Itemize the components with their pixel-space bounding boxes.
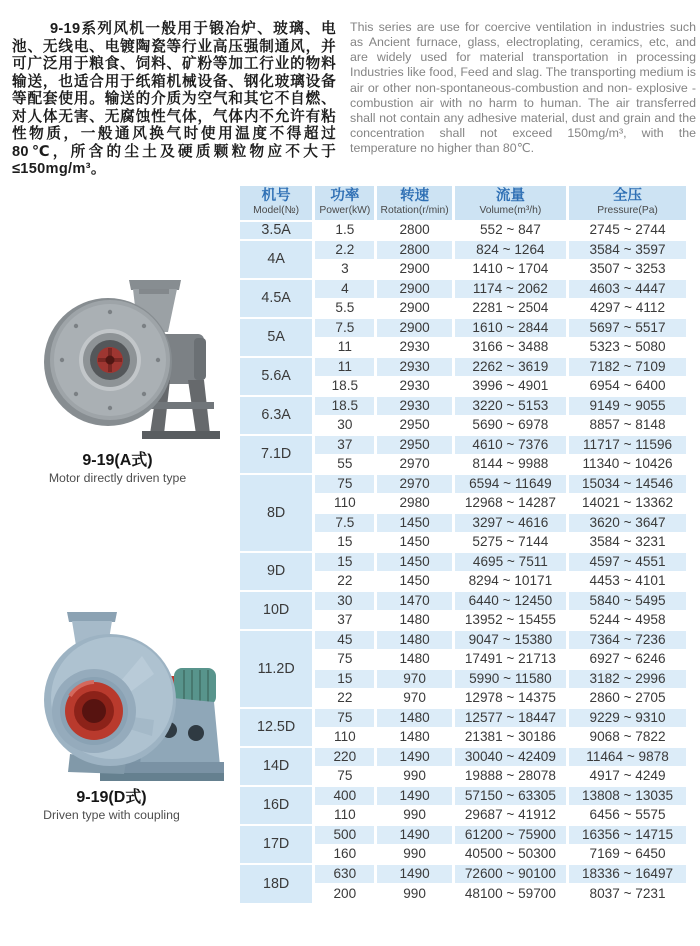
table-row [239,591,687,611]
volume-cell: 4610 ~ 7376 [453,435,567,455]
table-row [239,747,687,767]
model-group [239,864,687,903]
power-cell: 160 [314,845,376,865]
power-cell: 18.5 [314,377,376,397]
rotation-cell: 2900 [376,260,453,280]
power-cell: 75 [314,767,376,787]
power-cell: 22 [314,572,376,592]
model-group [239,591,687,630]
power-cell: 400 [314,786,376,806]
fan-a-caption [0,447,235,485]
model-group [239,747,687,786]
rotation-cell: 990 [376,806,453,826]
table-row [239,396,687,416]
rotation-cell: 1450 [376,513,453,533]
power-cell: 4 [314,279,376,299]
rotation-cell: 1450 [376,572,453,592]
volume-cell: 8144 ~ 9988 [453,455,567,475]
model-group [239,825,687,864]
intro-paragraph-english: This series are use for coercive ventilation in industries such as Ancient furnace, glass, electroplating, ceramics, etc, and are widely used for material transportation in processing Industries like food, Feed and slag. The transporting medium is air or other non-spontaneous-combustion and non- explosive - combustion air with no harm to human. The air transferred shall not contain any adhesive material, dust and grain and the concentration shall not exceed 150mg/m³, with the temperature no higher than 80℃. [350,20,696,155]
model-group [239,474,687,552]
power-cell: 15 [314,533,376,553]
fan-d-photo [14,608,224,788]
volume-cell: 4695 ~ 7511 [453,552,567,572]
rotation-cell: 1490 [376,786,453,806]
rotation-cell: 2930 [376,396,453,416]
rotation-cell: 1450 [376,552,453,572]
pressure-cell: 6954 ~ 6400 [568,377,686,397]
power-cell: 30 [314,416,376,436]
rotation-cell: 2970 [376,474,453,494]
fan-d-title: 9-19(D式) [76,789,147,806]
model-cell: 17D [239,825,314,864]
header-row [239,186,687,221]
model-group [239,357,687,396]
model-cell: 12.5D [239,708,314,747]
pressure-cell: 8037 ~ 7231 [568,884,686,904]
rotation-cell: 970 [376,689,453,709]
model-group [239,786,687,825]
model-cell: 9D [239,552,314,591]
model-cell: 4.5A [239,279,314,318]
volume-cell: 21381 ~ 30186 [453,728,567,748]
volume-cell: 30040 ~ 42409 [453,747,567,767]
fan-a-photo [36,272,220,444]
rotation-cell: 1480 [376,630,453,650]
volume-cell: 61200 ~ 75900 [453,825,567,845]
pressure-cell: 14021 ~ 13362 [568,494,686,514]
power-cell: 11 [314,338,376,358]
volume-cell: 3166 ~ 3488 [453,338,567,358]
table-row [239,552,687,572]
power-cell: 2.2 [314,240,376,260]
power-cell: 30 [314,591,376,611]
volume-cell: 29687 ~ 41912 [453,806,567,826]
power-cell: 7.5 [314,513,376,533]
pressure-cell: 4603 ~ 4447 [568,279,686,299]
power-cell: 37 [314,435,376,455]
pressure-cell: 5697 ~ 5517 [568,318,686,338]
pressure-cell: 4297 ~ 4112 [568,299,686,319]
model-cell: 11.2D [239,630,314,708]
rotation-cell: 1480 [376,650,453,670]
fan-d-caption [0,784,229,822]
rotation-cell: 2930 [376,338,453,358]
pressure-cell: 11717 ~ 11596 [568,435,686,455]
model-group [239,435,687,474]
power-cell: 55 [314,455,376,475]
power-cell: 15 [314,552,376,572]
volume-cell: 1174 ~ 2062 [453,279,567,299]
power-cell: 11 [314,357,376,377]
pressure-cell: 3182 ~ 2996 [568,669,686,689]
rotation-cell: 2950 [376,416,453,436]
rotation-cell: 990 [376,884,453,904]
volume-cell: 72600 ~ 90100 [453,864,567,884]
rotation-cell: 2800 [376,240,453,260]
power-cell: 45 [314,630,376,650]
pressure-cell: 9229 ~ 9310 [568,708,686,728]
pressure-cell: 8857 ~ 8148 [568,416,686,436]
spec-table [237,186,686,903]
pressure-cell: 4597 ~ 4551 [568,552,686,572]
model-cell: 4A [239,240,314,279]
pressure-cell: 2860 ~ 2705 [568,689,686,709]
model-group [239,396,687,435]
fan-a-subtitle: Motor directly driven type [48,471,187,485]
power-cell: 1.5 [314,221,376,241]
volume-cell: 12978 ~ 14375 [453,689,567,709]
model-group [239,318,687,357]
table-row [239,240,687,260]
table-row [239,825,687,845]
model-cell: 10D [239,591,314,630]
column-header: 机号 Model(№) [239,186,314,221]
volume-cell: 552 ~ 847 [453,221,567,241]
model-cell: 5A [239,318,314,357]
volume-cell: 824 ~ 1264 [453,240,567,260]
pressure-cell: 18336 ~ 16497 [568,864,686,884]
power-cell: 75 [314,708,376,728]
table-row [239,864,687,884]
column-header: 全压 Pressure(Pa) [568,186,686,221]
volume-cell: 1610 ~ 2844 [453,318,567,338]
table-row [239,279,687,299]
model-cell: 8D [239,474,314,552]
pressure-cell: 6456 ~ 5575 [568,806,686,826]
volume-cell: 48100 ~ 59700 [453,884,567,904]
volume-cell: 5275 ~ 7144 [453,533,567,553]
power-cell: 75 [314,650,376,670]
pressure-cell: 7169 ~ 6450 [568,845,686,865]
volume-cell: 3297 ~ 4616 [453,513,567,533]
model-cell: 7.1D [239,435,314,474]
table-row [239,474,687,494]
power-cell: 220 [314,747,376,767]
volume-cell: 9047 ~ 15380 [453,630,567,650]
rotation-cell: 2950 [376,435,453,455]
column-header: 流量 Volume(m³/h) [453,186,567,221]
volume-cell: 57150 ~ 63305 [453,786,567,806]
power-cell: 110 [314,806,376,826]
rotation-cell: 970 [376,669,453,689]
rotation-cell: 1480 [376,728,453,748]
volume-cell: 8294 ~ 10171 [453,572,567,592]
model-cell: 14D [239,747,314,786]
rotation-cell: 1480 [376,708,453,728]
volume-cell: 3220 ~ 5153 [453,396,567,416]
pressure-cell: 5323 ~ 5080 [568,338,686,358]
rotation-cell: 2800 [376,221,453,241]
rotation-cell: 1470 [376,591,453,611]
pressure-cell: 3507 ~ 3253 [568,260,686,280]
model-cell: 16D [239,786,314,825]
model-cell: 3.5A [239,221,314,241]
pressure-cell: 13808 ~ 13035 [568,786,686,806]
pressure-cell: 11464 ~ 9878 [568,747,686,767]
rotation-cell: 2970 [376,455,453,475]
model-group [239,240,687,279]
power-cell: 22 [314,689,376,709]
power-cell: 5.5 [314,299,376,319]
table-row [239,630,687,650]
pressure-cell: 3584 ~ 3597 [568,240,686,260]
power-cell: 75 [314,474,376,494]
pressure-cell: 7182 ~ 7109 [568,357,686,377]
power-cell: 200 [314,884,376,904]
intro-paragraph-chinese: 9-19系列风机一般用于锻冶炉、玻璃、电池、无线电、电镀陶瓷等行业高压强制通风，并可广泛用于粮食、饲料、矿粉等加工行业的物料输送，也适合用于纸箱机械设备、钢化玻璃设备等配套使用。输送的介质为空气和其它不自燃、对人体无害、无腐蚀性气体，气体内不允许有粘性物质，一般通风换气时使用温度不得超过80℃，所含的尘土及硬质颗粒物应不大于≤150mg/m³。 [12,21,336,177]
pressure-cell: 2745 ~ 2744 [568,221,686,241]
pressure-cell: 5840 ~ 5495 [568,591,686,611]
power-cell: 110 [314,494,376,514]
power-cell: 15 [314,669,376,689]
rotation-cell: 990 [376,767,453,787]
power-cell: 630 [314,864,376,884]
power-cell: 7.5 [314,318,376,338]
model-cell: 5.6A [239,357,314,396]
pressure-cell: 4453 ~ 4101 [568,572,686,592]
column-header: 转速 Rotation(r/min) [376,186,453,221]
pressure-cell: 5244 ~ 4958 [568,611,686,631]
rotation-cell: 990 [376,845,453,865]
volume-cell: 13952 ~ 15455 [453,611,567,631]
column-header: 功率 Power(kW) [314,186,376,221]
volume-cell: 12968 ~ 14287 [453,494,567,514]
volume-cell: 6440 ~ 12450 [453,591,567,611]
volume-cell: 1410 ~ 1704 [453,260,567,280]
rotation-cell: 2900 [376,279,453,299]
pressure-cell: 15034 ~ 14546 [568,474,686,494]
pressure-cell: 16356 ~ 14715 [568,825,686,845]
pressure-cell: 7364 ~ 7236 [568,630,686,650]
rotation-cell: 1490 [376,747,453,767]
fan-d-subtitle: Driven type with coupling [43,808,180,822]
table-row [239,318,687,338]
rotation-cell: 1490 [376,825,453,845]
pressure-cell: 9068 ~ 7822 [568,728,686,748]
volume-cell: 5990 ~ 11580 [453,669,567,689]
power-cell: 110 [314,728,376,748]
volume-cell: 2262 ~ 3619 [453,357,567,377]
volume-cell: 2281 ~ 2504 [453,299,567,319]
pressure-cell: 6927 ~ 6246 [568,650,686,670]
rotation-cell: 2900 [376,299,453,319]
power-cell: 500 [314,825,376,845]
pressure-cell: 11340 ~ 10426 [568,455,686,475]
volume-cell: 3996 ~ 4901 [453,377,567,397]
pressure-cell: 3620 ~ 3647 [568,513,686,533]
volume-cell: 5690 ~ 6978 [453,416,567,436]
power-cell: 37 [314,611,376,631]
model-group [239,630,687,708]
model-group [239,279,687,318]
rotation-cell: 2980 [376,494,453,514]
volume-cell: 40500 ~ 50300 [453,845,567,865]
table-row [239,221,687,241]
fan-a-title: 9-19(A式) [82,452,153,469]
volume-cell: 19888 ~ 28078 [453,767,567,787]
model-group [239,552,687,591]
model-cell: 6.3A [239,396,314,435]
rotation-cell: 2930 [376,377,453,397]
rotation-cell: 1450 [376,533,453,553]
table-row [239,357,687,377]
table-row [239,435,687,455]
table-row [239,786,687,806]
model-cell: 18D [239,864,314,903]
pressure-cell: 4917 ~ 4249 [568,767,686,787]
rotation-cell: 2930 [376,357,453,377]
rotation-cell: 1480 [376,611,453,631]
power-cell: 3 [314,260,376,280]
volume-cell: 6594 ~ 11649 [453,474,567,494]
rotation-cell: 1490 [376,864,453,884]
pressure-cell: 9149 ~ 9055 [568,396,686,416]
power-cell: 18.5 [314,396,376,416]
model-group [239,221,687,241]
model-group [239,708,687,747]
rotation-cell: 2900 [376,318,453,338]
volume-cell: 12577 ~ 18447 [453,708,567,728]
volume-cell: 17491 ~ 21713 [453,650,567,670]
pressure-cell: 3584 ~ 3231 [568,533,686,553]
table-row [239,708,687,728]
